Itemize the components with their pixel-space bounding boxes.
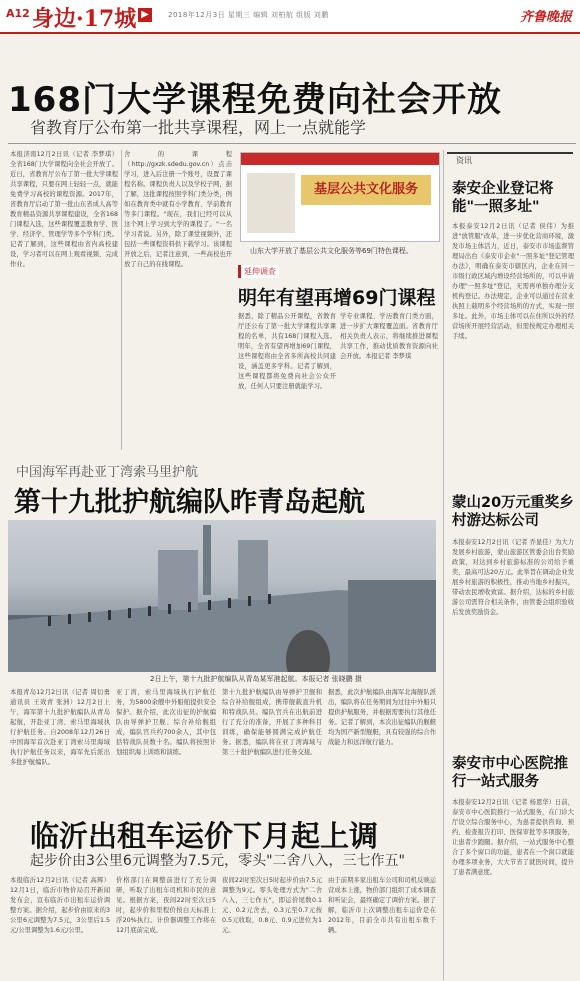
- brief-headline: 蒙山20万元重奖乡村游达标公司: [452, 495, 574, 529]
- section-tag: 延伸调查: [238, 265, 279, 278]
- headline-taxi: 临沂出租车运价下月起上调: [30, 819, 379, 853]
- article-column: 据悉，此次护航编队由海军北海舰队派出，编队将在任务期间为过往中外船只提供护航服务，并根据需要执行其他任务。记者了解到，本次出征编队的舰艇均为国产新型舰艇，具有较强的综合作战能力和远洋航行能力。: [328, 689, 436, 746]
- article-column: 本报青岛12月2日讯（记者 周衍勇 通讯员 王效青 张洲）12月2日上午，海军第十九批护航编队从青岛起航，开赴亚丁湾、索马里海域执行护航任务。自2008年12月26日中国海军首次赴亚丁湾索马里海域执行护航任务以来，海军先后派出多批护航编队。: [10, 689, 110, 766]
- section-title: 身边·17城: [32, 6, 137, 32]
- article-column: 价格部门在调整前进行了充分调研，听取了出租车司机和市民的意见。根据方案，夜间22时至次日5时，起步价和里程价按白天标准上浮20%执行。计价器调整工作将在12月底前完成。: [116, 877, 216, 934]
- website-screenshot: [240, 152, 440, 242]
- news-label: 资讯: [456, 156, 472, 165]
- sidebar-headline: 明年有望再增69门课程: [238, 287, 436, 309]
- article-column: 学专业课程、学历教育门类方面，进一步扩大课程覆盖面。省教育厅相关负责人表示，将继续推进课程共享工作，推动优质教育资源向社会开放。本报记者 李梦琪: [340, 313, 438, 360]
- screenshot-banner: 基层公共文化服务: [301, 175, 431, 205]
- page-header: [0, 0, 580, 34]
- newspaper-logo: 齐鲁晚报: [519, 10, 572, 25]
- chevron-right-icon: ▶: [138, 8, 152, 22]
- sidebar-rule: [447, 152, 573, 154]
- article-column: 本报临沂12月2日讯（记者 高辉）12月1日，临沂市物价局召开新闻发布会，宣布临沂市出租车运价调整方案。据介绍，起步价由原来的3公里6元调整为7.5元，3公里后1.5元/公里调整为1.6元/公里。: [10, 877, 110, 934]
- column-divider: [443, 150, 444, 980]
- article-column: 夜间22时至次日5时起步价由7.5元调整为9元。零头处理方式为"二舍八入，三七作五"，即运价尾数0.1元、0.2元舍去，0.3元至0.7元按0.5元收取，0.8元、0.9元进位为1元。: [222, 877, 322, 934]
- headline-navy: 第十九批护航编队昨青岛起航: [14, 487, 365, 518]
- warship-photo: [8, 520, 436, 672]
- kicker-navy: 中国海军再赴亚丁湾索马里护航: [16, 465, 199, 480]
- brief-body: 本报泰安12月2日讯（记者 乔显佳）为大力发展乡村旅游，蒙山旅游区管委会出台奖励政策，对达到乡村旅游标准的公司给予重奖，最高可达20万元。此举旨在调动企业发展乡村旅游的积极性，推动当地乡村振兴，带动农民增收致富。据介绍，达标的乡村旅游公司需符合相关条件，由管委会组织验收后发放奖励资金。: [452, 539, 574, 616]
- subhead-courses: 省教育厅公布第一批共享课程，网上一点就能学: [30, 118, 367, 137]
- brief-body: 本报泰安12月2日讯（记者 杨恩华）日前，泰安市中心医院推行一站式服务，在门诊大厅设立综合服务中心，为患者提供咨询、预约、检查报告打印、医保审批等多项服务，让患者少跑腿。据介绍，一站式服务中心整合了多个窗口的功能，患者在一个窗口就能办理多项业务，大大节省了就医时间，提升了患者满意度。: [452, 799, 574, 876]
- issue-meta: 2018年12月3日 星期三 编辑 刘柏航 组版 刘鹏: [168, 11, 329, 19]
- page-number: A12: [6, 7, 30, 20]
- headline-courses: 168门大学课程免费向社会开放: [8, 80, 502, 120]
- divider: [8, 143, 576, 144]
- subhead-taxi: 起步价由3公里6元调整为7.5元，零头"二舍八入，三七作五": [30, 853, 405, 869]
- column-divider: [121, 150, 122, 450]
- article-column: 据悉，除了精品公开课程，省教育厅还公布了第一批大学课程共享课程的名单，共有168门课程入选。明年，全省有望再增加69门课程，这些课程将由全省多所高校共同建设，涵盖更多学科。记者了解到，这些课程都将免费向社会公众开放，任何人只要注册就能学习。: [238, 313, 336, 390]
- brief-body: 本报泰安12月2日讯（记者 侯伟）为推进"放管服"改革，进一步优化营商环境，激发市场主体活力，近日，泰安市市场监督管理局出台《泰安市企业"一照多址"登记管理办法》，明确在泰安市辖区内，企业在同一市级行政区域内增设经营场所的，可以申请办理"一照多址"登记，无需再单独办理分支机构登记。办法规定，企业可以通过在营业执照上载明多个经营场所的方式，实现一照多址。此外，市场主体可以在住所以外的经营场所开展经营活动，但需按规定办理相关手续。: [452, 223, 574, 340]
- brief-headline: 泰安市中心医院推行一站式服务: [452, 756, 568, 790]
- screenshot-caption: 山东大学开放了基层公共文化服务等69门特色课程。: [250, 247, 413, 255]
- article-column: 由于前期多家出租车公司和司机反映运营成本上涨，物价部门组织了成本调查和听证会，最终确定了调价方案。据了解，临沂市上次调整出租车运价是在2012年，目前全市共有出租车数千辆。: [328, 877, 436, 934]
- article-column: 舍的课程（http://gxzk.sdedu.gov.cn）点击学习，进入后注册一个账号，设置了课程名称。课程负责人以及学校子网，据了解，这批课程按照学科门类分类，例如在教育类中就有小学教育、学前教育等多门课程。"现在，我们已经可以从这个网上学习到大学的课程了。"一名学习者说。另外，除了课堂视频外，还包括一些课程资料供下载学习。该课程开放之后，记者注意到，一些高校也开放了自己的在线课程。: [124, 151, 232, 268]
- article-column: 第十九批护航编队由导弹护卫舰和综合补给舰组成，携带舰载直升机和特战队员。编队官兵在出航前进行了充分的准备，开展了多种科目训练，确保能够圆满完成护航任务。据悉，编队将在亚丁湾海域与第三十批护航编队进行任务交接。: [222, 689, 322, 756]
- brief-headline: 泰安企业登记将能"一照多址": [452, 181, 554, 215]
- article-column: 亚丁湾，索马里海域执行护航任务，为5800余艘中外船舶提供安全保护。据介绍，此次出征的护航编队由导弹护卫舰、综合补给舰组成，编队官兵约700余人，其中包括特战队员数十名。编队将按照计划组织海上训练和演练。: [116, 689, 216, 756]
- photo-caption: 2日上午，第十九批护航编队从青岛某军港起航。本报记者 张晓鹏 摄: [150, 675, 362, 683]
- article-column: 本报济南12月2日讯（记者 李梦琪）全省168门大学课程向全社会开放了。近日，省教育厅公布了第一批大学课程共享课程，只要在网上轻轻一点，就能免费学习高校的课程资源。2017年，省教育厅启动了第一批山东省成人高等教育精品资源共享课程建设，全省168门课程入选，这些课程覆盖教育学、医学、经济学、管理学等多个学科门类。记者了解到，这些课程由省内高校建设，学习者可以在网上观看视频、完成作业。: [10, 151, 118, 268]
